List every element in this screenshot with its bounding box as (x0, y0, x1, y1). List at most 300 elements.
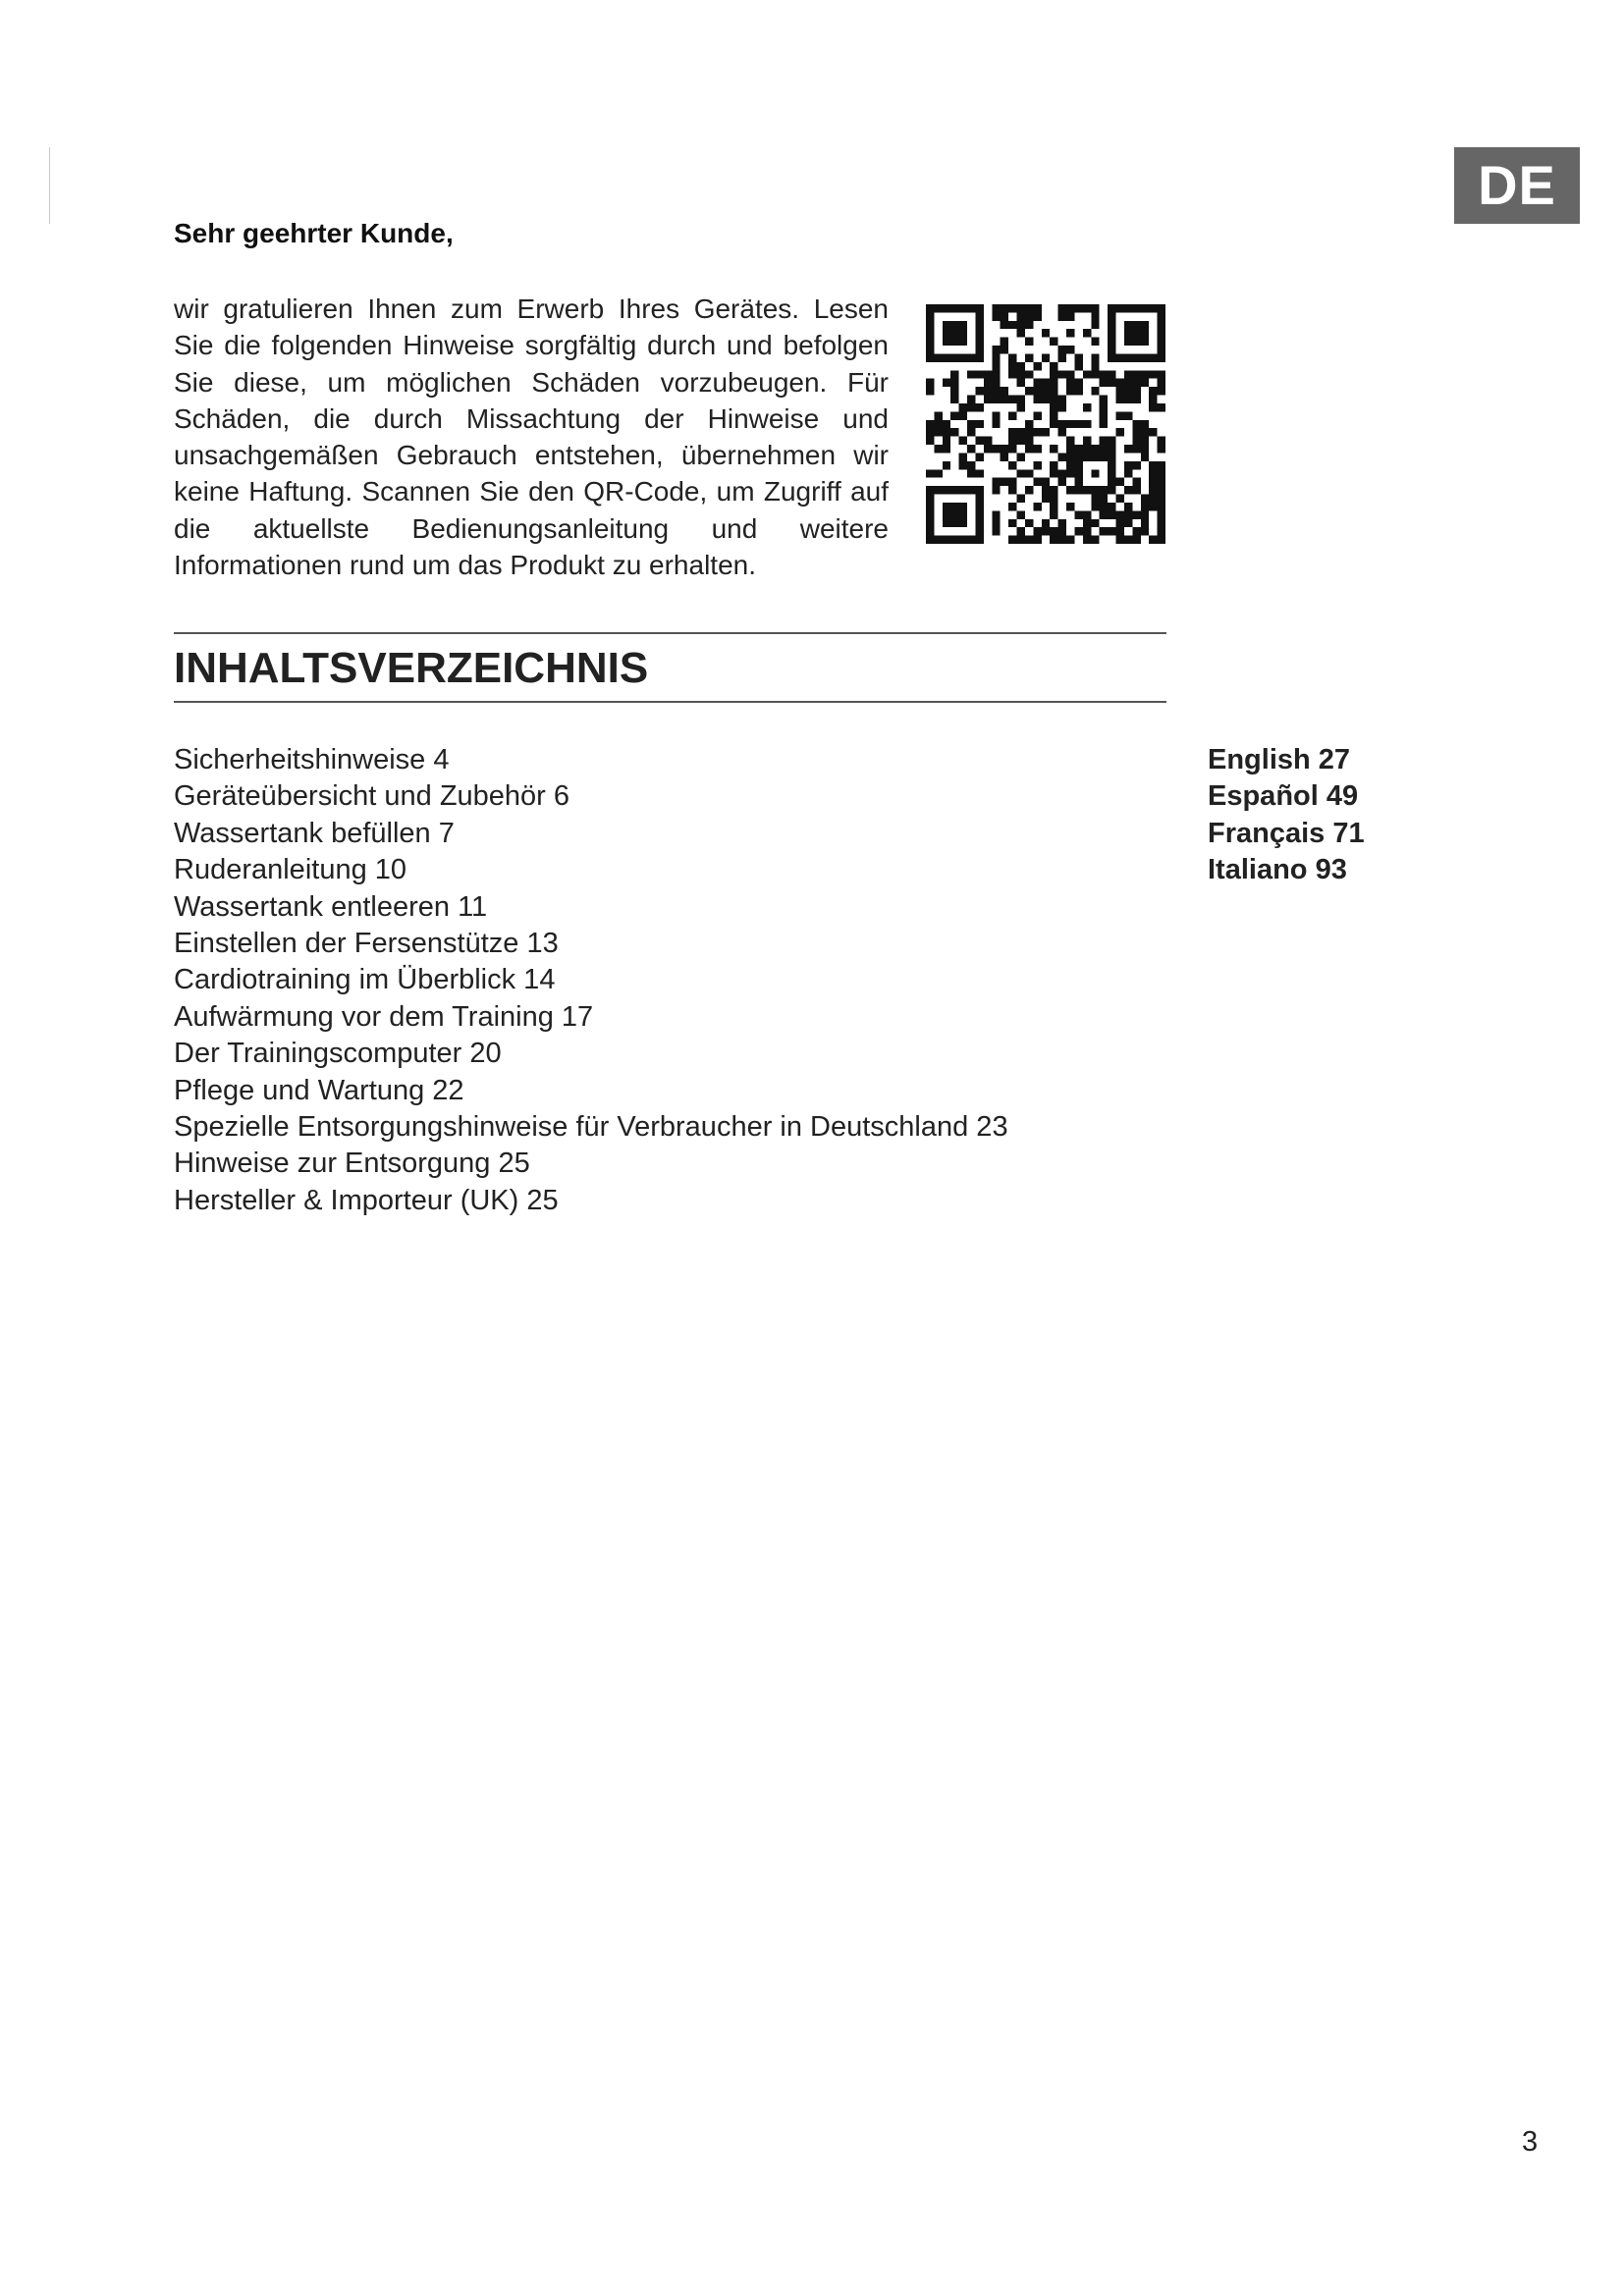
qr-module (1158, 329, 1165, 337)
qr-module (992, 396, 1000, 403)
qr-module (1066, 387, 1074, 395)
qr-module (1050, 403, 1057, 411)
qr-module (1058, 420, 1066, 428)
qr-module (1008, 428, 1016, 436)
qr-module (1132, 486, 1140, 494)
qr-module (1100, 486, 1108, 494)
qr-module (926, 329, 934, 337)
qr-module (1066, 503, 1074, 510)
qr-module (1083, 510, 1091, 518)
qr-module (950, 519, 958, 527)
qr-module (943, 304, 950, 312)
qr-module (1042, 387, 1050, 395)
qr-module (1100, 403, 1108, 411)
qr-module (1008, 362, 1016, 370)
qr-module (926, 353, 934, 361)
qr-module (1001, 312, 1008, 320)
qr-module (1017, 403, 1025, 411)
qr-module (1066, 420, 1074, 428)
qr-module (1124, 396, 1132, 403)
qr-module (959, 503, 967, 510)
qr-module (1017, 437, 1025, 445)
qr-module (1025, 338, 1033, 346)
qr-module (1158, 445, 1165, 453)
qr-module (1158, 338, 1165, 346)
qr-module (1132, 536, 1140, 544)
qr-module (1158, 469, 1165, 477)
qr-module (975, 353, 983, 361)
qr-module (1132, 387, 1140, 395)
qr-module (1141, 420, 1149, 428)
qr-module (992, 346, 1000, 353)
qr-module (1017, 370, 1025, 378)
qr-module (1058, 536, 1066, 544)
qr-module (1116, 353, 1124, 361)
qr-module (1008, 353, 1016, 361)
qr-module (1158, 503, 1165, 510)
qr-module (926, 437, 934, 445)
qr-module (1141, 453, 1149, 460)
qr-module (934, 353, 942, 361)
qr-module (950, 329, 958, 337)
qr-module (959, 536, 967, 544)
qr-module (1050, 495, 1057, 503)
qr-module (1100, 370, 1108, 378)
qr-module (1033, 461, 1041, 469)
qr-module (1017, 510, 1025, 518)
language-entry[interactable]: Español 49 (1208, 780, 1359, 813)
qr-module (1141, 329, 1149, 337)
qr-module (992, 510, 1000, 518)
qr-module (1083, 329, 1091, 337)
qr-module (1091, 304, 1099, 312)
qr-module (1108, 353, 1115, 361)
qr-module (1141, 428, 1149, 436)
qr-module (1158, 461, 1165, 469)
qr-module (1050, 503, 1057, 510)
toc-entry[interactable]: Hersteller & Importeur (UK) 25 (174, 1184, 559, 1216)
qr-module (1025, 370, 1033, 378)
qr-module (959, 519, 967, 527)
qr-module (1074, 420, 1082, 428)
qr-module (1132, 396, 1140, 403)
qr-module (1008, 486, 1016, 494)
qr-module (926, 503, 934, 510)
qr-module (1033, 503, 1041, 510)
qr-module (1066, 329, 1074, 337)
qr-module (1008, 321, 1016, 329)
qr-module (967, 469, 975, 477)
qr-module (943, 486, 950, 494)
qr-module (934, 304, 942, 312)
qr-module (1025, 387, 1033, 395)
qr-module (1050, 396, 1057, 403)
qr-module (1108, 379, 1115, 387)
qr-module (1124, 510, 1132, 518)
qr-module (1116, 536, 1124, 544)
qr-module (1141, 321, 1149, 329)
page-number: 3 (1522, 2126, 1539, 2158)
qr-module (1008, 461, 1016, 469)
qr-module (1141, 379, 1149, 387)
qr-module (967, 304, 975, 312)
qr-module (1149, 469, 1157, 477)
qr-module (984, 437, 992, 445)
qr-module (992, 486, 1000, 494)
qr-module (959, 338, 967, 346)
qr-module (1066, 379, 1074, 387)
qr-module (934, 420, 942, 428)
qr-module (1025, 353, 1033, 361)
qr-module (1008, 304, 1016, 312)
language-entry[interactable]: Français 71 (1208, 817, 1365, 849)
qr-module (992, 519, 1000, 527)
qr-module (1108, 469, 1115, 477)
qr-module (1025, 486, 1033, 494)
qr-module (992, 312, 1000, 320)
qr-module (1158, 519, 1165, 527)
qr-module (1066, 486, 1074, 494)
qr-module (1132, 321, 1140, 329)
qr-module (967, 370, 975, 378)
qr-module (1033, 411, 1041, 419)
qr-module (1058, 519, 1066, 527)
qr-module (1058, 396, 1066, 403)
qr-module (1017, 428, 1025, 436)
qr-module (1149, 396, 1157, 403)
language-tab: DE (1454, 147, 1580, 224)
qr-module (943, 428, 950, 436)
qr-module (950, 510, 958, 518)
qr-module (984, 370, 992, 378)
qr-module (1058, 304, 1066, 312)
qr-module (1074, 304, 1082, 312)
qr-module (1033, 445, 1041, 453)
qr-module (950, 396, 958, 403)
qr-module (1058, 428, 1066, 436)
qr-module (1116, 478, 1124, 486)
qr-module (1149, 428, 1157, 436)
qr-module (950, 536, 958, 544)
qr-module (1001, 346, 1008, 353)
qr-module (1033, 396, 1041, 403)
qr-module (1124, 379, 1132, 387)
qr-module (943, 420, 950, 428)
qr-module (934, 469, 942, 477)
qr-module (967, 396, 975, 403)
qr-module (943, 321, 950, 329)
toc-entry[interactable]: Pflege und Wartung 22 (174, 1074, 464, 1106)
qr-module (943, 437, 950, 445)
qr-module (1091, 321, 1099, 329)
toc-entry[interactable]: Spezielle Entsorgungshinweise für Verbraucher in Deutschland 23 (174, 1111, 1008, 1144)
qr-module (1108, 321, 1115, 329)
qr-module (1108, 338, 1115, 346)
language-entry[interactable]: English 27 (1208, 744, 1351, 775)
qr-module (1008, 503, 1016, 510)
qr-module (1158, 346, 1165, 353)
toc-title: INHALTSVERZEICHNIS (174, 644, 649, 692)
toc-entry[interactable]: Wassertank befüllen 7 (174, 817, 455, 849)
qr-module (1025, 321, 1033, 329)
toc-entry[interactable]: Wassertank entleeren 11 (174, 890, 488, 923)
qr-module (1042, 527, 1050, 535)
qr-module (1116, 428, 1124, 436)
qr-module (926, 469, 934, 477)
toc-entry[interactable]: Hinweise zur Entsorgung 25 (174, 1148, 530, 1180)
qr-module (1124, 321, 1132, 329)
qr-module (950, 321, 958, 329)
qr-module (1050, 370, 1057, 378)
qr-module (1108, 437, 1115, 445)
qr-module (1141, 527, 1149, 535)
qr-module (1116, 387, 1124, 395)
qr-module (943, 329, 950, 337)
qr-module (1091, 469, 1099, 477)
qr-module (975, 527, 983, 535)
qr-module (1132, 329, 1140, 337)
qr-module (1091, 495, 1099, 503)
qr-module (1074, 527, 1082, 535)
qr-module (1116, 527, 1124, 535)
qr-module (1158, 353, 1165, 361)
qr-module (967, 486, 975, 494)
qr-module (1100, 453, 1108, 460)
qr-module (1141, 437, 1149, 445)
qr-module (1132, 379, 1140, 387)
qr-module (975, 519, 983, 527)
qr-module (1100, 396, 1108, 403)
qr-module (943, 379, 950, 387)
qr-module (959, 411, 967, 419)
qr-module (1124, 461, 1132, 469)
qr-module (1132, 445, 1140, 453)
qr-module (1083, 420, 1091, 428)
qr-module (1149, 486, 1157, 494)
qr-module (1108, 453, 1115, 460)
qr-module (926, 387, 934, 395)
qr-code-icon[interactable] (926, 304, 1165, 544)
qr-module (1033, 527, 1041, 535)
qr-module (1074, 510, 1082, 518)
qr-module (950, 486, 958, 494)
qr-module (1058, 403, 1066, 411)
qr-module (1158, 387, 1165, 395)
qr-module (992, 411, 1000, 419)
qr-module (1017, 321, 1025, 329)
qr-module (1066, 346, 1074, 353)
qr-module (975, 321, 983, 329)
qr-module (1158, 478, 1165, 486)
qr-module (967, 536, 975, 544)
qr-module (1124, 486, 1132, 494)
qr-module (1149, 461, 1157, 469)
qr-module (975, 312, 983, 320)
qr-module (1066, 312, 1074, 320)
qr-module (1091, 536, 1099, 544)
qr-module (1141, 445, 1149, 453)
qr-module (1158, 370, 1165, 378)
qr-module (1050, 445, 1057, 453)
toc-rule-top (174, 632, 1166, 634)
language-entry[interactable]: Italiano 93 (1208, 854, 1347, 886)
qr-module (967, 403, 975, 411)
qr-module (1050, 486, 1057, 494)
qr-module (1050, 387, 1057, 395)
qr-module (1050, 420, 1057, 428)
qr-module (1008, 536, 1016, 544)
qr-module (1017, 312, 1025, 320)
qr-module (1033, 428, 1041, 436)
qr-module (934, 411, 942, 419)
qr-module (975, 486, 983, 494)
qr-module (1132, 338, 1140, 346)
qr-module (975, 338, 983, 346)
qr-module (1141, 503, 1149, 510)
toc-entry[interactable]: Der Trainingscomputer 20 (174, 1038, 502, 1070)
greeting: Sehr geehrter Kunde, (174, 218, 454, 248)
qr-module (926, 304, 934, 312)
qr-module (975, 329, 983, 337)
qr-module (1116, 510, 1124, 518)
qr-module (1141, 495, 1149, 503)
qr-module (1074, 362, 1082, 370)
qr-module (992, 387, 1000, 395)
toc-entry[interactable]: Geräteübersicht und Zubehör 6 (174, 780, 570, 813)
qr-module (1158, 304, 1165, 312)
qr-module (975, 304, 983, 312)
qr-module (1108, 304, 1115, 312)
qr-module (1141, 510, 1149, 518)
qr-module (1008, 478, 1016, 486)
qr-module (1017, 527, 1025, 535)
qr-module (1001, 304, 1008, 312)
qr-module (959, 329, 967, 337)
qr-module (1124, 387, 1132, 395)
qr-module (1001, 396, 1008, 403)
qr-module (975, 387, 983, 395)
qr-module (967, 428, 975, 436)
qr-module (1083, 519, 1091, 527)
qr-module (926, 420, 934, 428)
qr-module (1083, 527, 1091, 535)
qr-module (1100, 503, 1108, 510)
qr-module (1008, 396, 1016, 403)
qr-module (959, 353, 967, 361)
qr-module (1074, 353, 1082, 361)
qr-module (1149, 536, 1157, 544)
qr-module (1132, 428, 1140, 436)
qr-module (1091, 519, 1099, 527)
qr-module (943, 338, 950, 346)
qr-module (1132, 478, 1140, 486)
qr-module (1132, 527, 1140, 535)
qr-module (926, 519, 934, 527)
qr-module (1074, 453, 1082, 460)
qr-module (992, 370, 1000, 378)
qr-module (1025, 445, 1033, 453)
qr-module (1050, 362, 1057, 370)
qr-module (1108, 510, 1115, 518)
qr-module (1058, 527, 1066, 535)
qr-module (1100, 437, 1108, 445)
qr-module (1017, 453, 1025, 460)
qr-module (1124, 353, 1132, 361)
qr-module (1001, 387, 1008, 395)
qr-module (1091, 387, 1099, 395)
qr-module (1017, 495, 1025, 503)
qr-module (1074, 379, 1082, 387)
qr-module (1132, 353, 1140, 361)
qr-module (1017, 536, 1025, 544)
qr-module (1091, 338, 1099, 346)
qr-module (950, 370, 958, 378)
qr-module (1132, 420, 1140, 428)
qr-module (1091, 362, 1099, 370)
qr-module (1001, 338, 1008, 346)
qr-module (934, 445, 942, 453)
qr-module (959, 453, 967, 460)
qr-module (943, 353, 950, 361)
qr-module (1066, 461, 1074, 469)
qr-module (1158, 536, 1165, 544)
qr-module (1042, 379, 1050, 387)
qr-module (967, 420, 975, 428)
qr-module (1100, 411, 1108, 419)
toc-entry[interactable]: Sicherheitshinweise 4 (174, 744, 450, 775)
qr-module (959, 403, 967, 411)
qr-module (992, 353, 1000, 361)
qr-module (943, 519, 950, 527)
qr-module (943, 536, 950, 544)
qr-module (1058, 353, 1066, 361)
qr-module (926, 428, 934, 436)
qr-module (1025, 536, 1033, 544)
qr-module (926, 379, 934, 387)
qr-module (1108, 478, 1115, 486)
qr-module (1100, 495, 1108, 503)
qr-module (1141, 519, 1149, 527)
qr-module (1124, 445, 1132, 453)
qr-module (1108, 312, 1115, 320)
qr-module (1158, 403, 1165, 411)
qr-module (1058, 478, 1066, 486)
toc-entry[interactable]: Cardiotraining im Überblick 14 (174, 964, 556, 996)
toc-entry[interactable]: Ruderanleitung 10 (174, 854, 407, 886)
qr-module (1050, 411, 1057, 419)
qr-module (1124, 469, 1132, 477)
qr-module (992, 362, 1000, 370)
qr-module (975, 510, 983, 518)
qr-module (1083, 437, 1091, 445)
toc-entry[interactable]: Einstellen der Fersenstütze 13 (174, 928, 559, 960)
qr-module (1083, 453, 1091, 460)
qr-module (1108, 486, 1115, 494)
qr-module (1108, 329, 1115, 337)
qr-module (1058, 469, 1066, 477)
toc-entry[interactable]: Aufwärmung vor dem Training 17 (174, 1000, 594, 1033)
qr-module (926, 346, 934, 353)
qr-module (1074, 387, 1082, 395)
qr-module (1008, 445, 1016, 453)
qr-module (1141, 370, 1149, 378)
qr-module (1025, 519, 1033, 527)
qr-module (1149, 387, 1157, 395)
qr-module (926, 527, 934, 535)
toc-list (174, 742, 1008, 1219)
qr-module (1025, 437, 1033, 445)
qr-module (1158, 510, 1165, 518)
